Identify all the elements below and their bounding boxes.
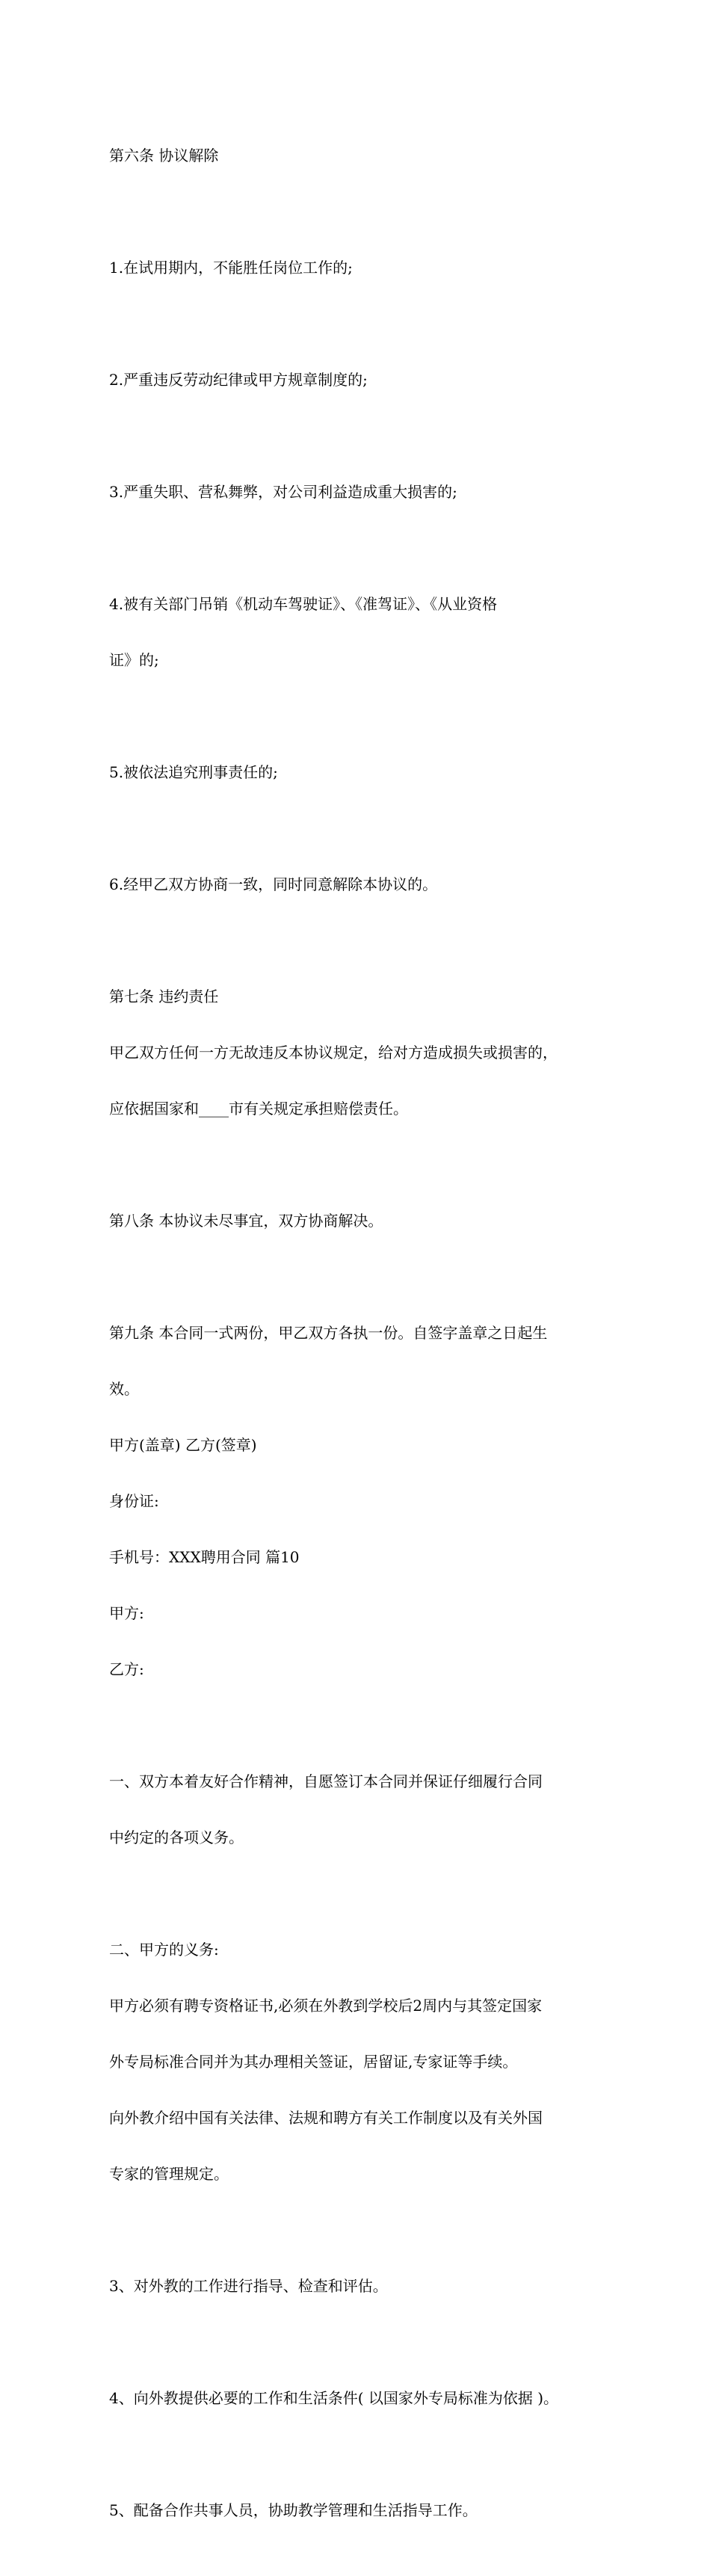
paragraph-item-4 xyxy=(109,558,617,707)
signature-line: 甲方(盖章) 乙方(签章) xyxy=(109,1436,257,1454)
paragraph-item-1 xyxy=(109,221,617,315)
text-line: 第九条 本合同一式两份，甲乙双方各执一份。自签字盖章之日起生 xyxy=(109,1324,548,1342)
paragraph-duty-3 xyxy=(109,2240,617,2333)
text-line: 6.经甲乙双方协商一致，同时同意解除本协议的。 xyxy=(109,875,438,893)
text-line: 2.严重违反劳动纪律或甲方规章制度的; xyxy=(109,371,368,389)
paragraph-article-9 xyxy=(109,1287,617,1716)
text-line: 一、双方本着友好合作精神，自愿签订本合同并保证仔细履行合同 xyxy=(109,1772,543,1790)
text-line: 证》的; xyxy=(109,651,159,669)
text-line: 第七条 违约责任 xyxy=(109,987,219,1005)
document-body xyxy=(109,109,617,2576)
text-line: 外专局标准合同并为其办理相关签证，居留证,专家证等手续。 xyxy=(109,2053,518,2071)
text-line: 第八条 本协议未尽事宜，双方协商解决。 xyxy=(109,1212,383,1230)
text-line: 甲乙双方任何一方无故违反本协议规定，给对方造成损失或损害的， xyxy=(109,1044,558,1061)
text-line: 应依据国家和____市有关规定承担赔偿责任。 xyxy=(109,1100,408,1118)
text-line: 效。 xyxy=(109,1380,139,1398)
paragraph-item-6 xyxy=(109,838,617,931)
text-line: 3.严重失职、营私舞弊，对公司利益造成重大损害的; xyxy=(109,483,457,501)
text-line: 4、向外教提供必要的工作和生活条件( 以国家外专局标准为依据 )。 xyxy=(109,2389,559,2407)
paragraph-item-2 xyxy=(109,333,617,427)
phone-line: 手机号：XXX聘用合同 篇10 xyxy=(109,1548,300,1566)
text-line: 二、甲方的义务: xyxy=(109,1941,219,1959)
text-line: 4.被有关部门吊销《机动车驾驶证》、《准驾证》、《从业资格 xyxy=(109,595,498,613)
text-line: 向外教介绍中国有关法律、法规和聘方有关工作制度以及有关外国 xyxy=(109,2109,543,2127)
text-line: 3、对外教的工作进行指导、检查和评估。 xyxy=(109,2277,388,2295)
id-card-line: 身份证: xyxy=(109,1492,159,1510)
paragraph-section-2 xyxy=(109,1903,617,2221)
paragraph-section-1 xyxy=(109,1735,617,1885)
party-a-line: 甲方: xyxy=(109,1604,144,1622)
paragraph-duty-4 xyxy=(109,2352,617,2445)
text-line: 第六条 协议解除 xyxy=(109,147,219,164)
paragraph-item-5 xyxy=(109,726,617,819)
text-line: 甲方必须有聘专资格证书,必须在外教到学校后2周内与其签定国家 xyxy=(109,1997,543,2015)
text-line: 5、配备合作共事人员，协助教学管理和生活指导工作。 xyxy=(109,2501,478,2519)
text-line: 中约定的各项义务。 xyxy=(109,1828,244,1846)
party-b-line: 乙方: xyxy=(109,1660,144,1678)
text-line: 1.在试用期内，不能胜任岗位工作的; xyxy=(109,259,353,277)
paragraph-duty-5 xyxy=(109,2464,617,2557)
paragraph-article-7 xyxy=(109,950,617,1156)
paragraph-article-6-title xyxy=(109,109,617,203)
paragraph-item-3 xyxy=(109,446,617,539)
text-line: 5.被依法追究刑事责任的; xyxy=(109,763,278,781)
text-line: 专家的管理规定。 xyxy=(109,2165,229,2183)
paragraph-article-8 xyxy=(109,1174,617,1268)
